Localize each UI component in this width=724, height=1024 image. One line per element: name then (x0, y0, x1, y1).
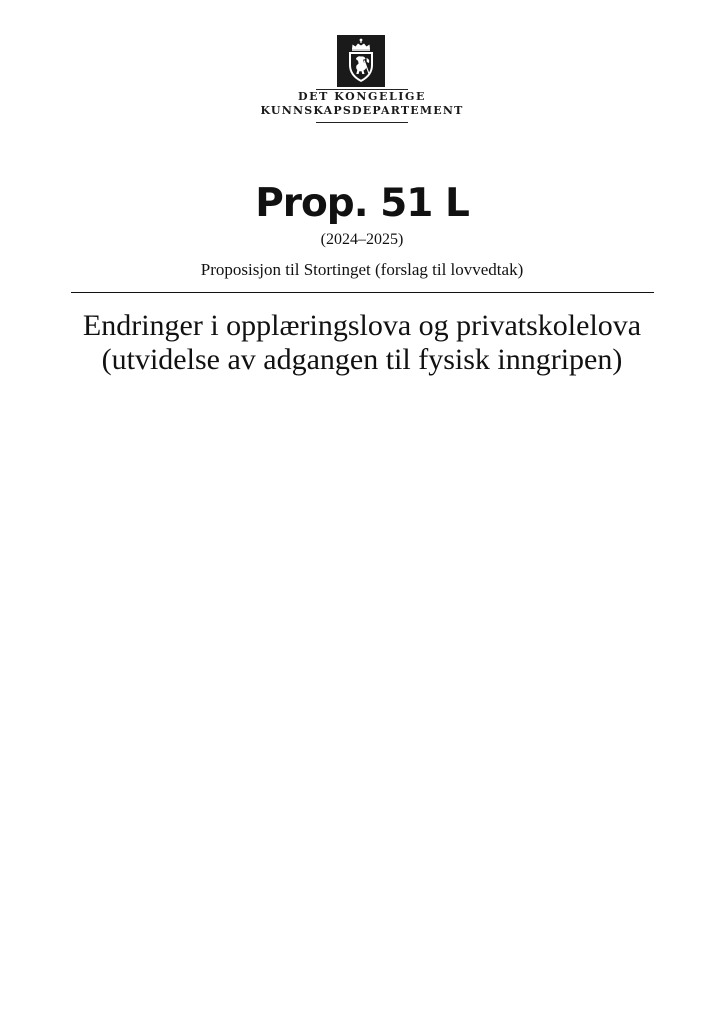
department-name-line1: DET KONGELIGE (297, 90, 427, 103)
document-title-line1: Endringer i opplæringslova og privatskolelova (82, 309, 642, 342)
document-title-line2: (utvidelse av adgangen til fysisk inngripen) (101, 343, 623, 376)
coat-of-arms-icon (337, 35, 385, 87)
proposition-number: Prop. 51 L (255, 181, 469, 226)
document-title (40, 309, 684, 377)
title-divider (71, 292, 654, 293)
session-years: (2024–2025) (320, 231, 404, 248)
proposition-type: Proposisjon til Stortinget (forslag til lovvedtak) (200, 260, 524, 279)
logo-rule-bottom (316, 122, 408, 123)
department-name-line2: KUNNSKAPSDEPARTEMENT (260, 104, 464, 117)
